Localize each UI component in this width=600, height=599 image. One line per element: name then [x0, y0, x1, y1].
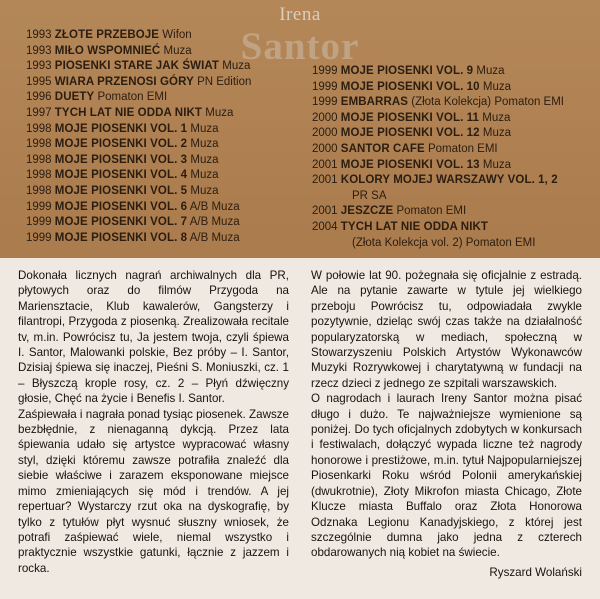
entry-label: Muza	[190, 184, 219, 197]
discography-entry	[312, 80, 594, 96]
discography-entry	[312, 111, 594, 127]
entry-label: Muza	[190, 138, 219, 151]
entry-album-title: MOJE PIOSENKI VOL. 11	[340, 111, 480, 124]
discography-entry	[26, 44, 316, 60]
entry-album-title: MOJE PIOSENKI VOL. 3	[54, 153, 188, 166]
discography	[0, 28, 600, 250]
entry-year: 1999	[26, 231, 52, 244]
entry-label: A/B Muza	[189, 231, 240, 244]
entry-year: 2001	[312, 174, 338, 187]
entry-album-title: DUETY	[54, 91, 95, 104]
entry-album-title: MOJE PIOSENKI VOL. 6	[54, 200, 188, 213]
entry-label: Muza	[482, 158, 511, 171]
biography-column-right	[311, 268, 582, 580]
entry-year: 1993	[26, 44, 52, 57]
entry-year: 2001	[312, 205, 338, 218]
discography-entry	[26, 59, 316, 75]
entry-label: Muza	[190, 122, 219, 135]
discography-entry	[26, 122, 316, 138]
entry-year: 1999	[26, 216, 52, 229]
paragraph: Dokonała licznych nagrań archiwalnych dla PR, płytowych oraz do filmów Przygoda na Mariensztacie, Klub kawalerów, Gangsterzy i filantropi, Przygoda z piosenką. Zrealizowała recitale tv, m.in. Powrócisz tu, Ja jestem twoja, czyli śpiewa I. Santor, Malowanki polskie, Bez próby – I. Santor, Dzisiaj śpiewa się inaczej, Pieśni S. Moniuszki, cz. 1 – Błyszczą krople rosy, cz. 2 – Płyń dźwięczny głosie, Chęć na życie i Benefis I. Santor.	[18, 269, 289, 406]
entry-album-title: JESZCZE	[340, 205, 394, 218]
entry-label: Muza	[482, 80, 511, 93]
entry-album-title: TYCH LAT NIE ODDA NIKT	[54, 106, 203, 119]
entry-year: 2000	[312, 142, 338, 155]
artist-first-name: Irena	[279, 4, 321, 25]
entry-year: 2000	[312, 127, 338, 140]
discography-entry	[26, 75, 316, 91]
entry-year: 2000	[312, 111, 338, 124]
discography-entry	[26, 231, 316, 247]
entry-label: Muza	[222, 60, 251, 73]
discography-entry	[26, 168, 316, 184]
entry-label: Pomaton EMI	[427, 142, 498, 155]
author-signature: Ryszard Wolański	[489, 565, 582, 579]
entry-label: (Złota Kolekcja) Pomaton EMI	[411, 96, 565, 109]
entry-label: Muza	[205, 106, 234, 119]
entry-label: Muza	[163, 44, 192, 57]
entry-album-title: MOJE PIOSENKI VOL. 9	[340, 65, 474, 77]
entry-album-title: MOJE PIOSENKI VOL. 5	[54, 184, 188, 197]
discography-entry	[26, 200, 316, 216]
entry-album-title: MOJE PIOSENKI VOL. 13	[340, 158, 480, 171]
paragraph: W połowie lat 90. pożegnała się oficjalnie z estradą. Ale na pytanie zawarte w tytule jej wielkiego przeboju Powrócisz tu, odpowiadała zwykle pozytywnie, dzieląc swój czas także na działalność popularyzatorską w mediach, społeczną w Stowarzyszeniu Polskich Artystów Wykonawców Muzyki Rozrywkowej i charytatywną w fundacji na rzecz dzieci z jednego ze szpitali warszawskich.	[311, 269, 582, 390]
entry-album-title: WIARA PRZENOSI GÓRY	[54, 75, 194, 88]
entry-album-title: MOJE PIOSENKI VOL. 1	[54, 122, 188, 135]
entry-year: 1999	[312, 96, 338, 109]
entry-label: Muza	[482, 111, 511, 124]
entry-album-title: MOJE PIOSENKI VOL. 7	[54, 216, 188, 229]
entry-year: 1998	[26, 153, 52, 166]
discography-entry	[26, 137, 316, 153]
entry-album-title: PIOSENKI STARE JAK ŚWIAT	[54, 60, 220, 73]
entry-label: A/B Muza	[189, 200, 240, 213]
entry-album-title: ZŁOTE PRZEBOJE	[54, 29, 160, 41]
entry-album-title: TYCH LAT NIE ODDA NIKT	[340, 220, 489, 233]
entry-label: Muza	[482, 127, 511, 140]
paragraph: O nagrodach i laurach Ireny Santor można pisać długo i dużo. Te najważniejsze wymienione są poniżej. Do tych oficjalnych zdobytych w konkursach i festiwalach, dołączyć wypada liczne też nagrody honorowe i prestiżowe, m.in. tytuł Najpopularniejszej Piosenkarki Roku wśród Polonii amerykańskiej (dwukrotnie), Złoty Mikrofon miasta Chicago, Złote Klucze miasta Buffalo oraz Złota Honorowa Odznaka Legionu Kanadyjskiego, z której jest szczególnie dumna jako jedna z czterech obdarowanych nią kobiet na świecie.	[311, 392, 582, 560]
entry-year: 2004	[312, 220, 338, 233]
discography-column-right	[312, 64, 594, 251]
entry-year: 1999	[312, 65, 338, 77]
entry-year: 1998	[26, 184, 52, 197]
entry-label-continuation: (Złota Kolekcja vol. 2) Pomaton EMI	[352, 236, 536, 249]
entry-year: 2001	[312, 158, 338, 171]
entry-year: 1998	[26, 169, 52, 182]
discography-entry	[312, 95, 594, 111]
entry-label: Wifon	[162, 29, 192, 41]
entry-album-title: MOJE PIOSENKI VOL. 2	[54, 138, 188, 151]
discography-entry	[26, 90, 316, 106]
discography-column-left	[26, 28, 316, 246]
entry-album-title: MOJE PIOSENKI VOL. 4	[54, 169, 188, 182]
entry-album-title: MOJE PIOSENKI VOL. 8	[54, 231, 188, 244]
entry-album-title: MIŁO WSPOMNIEĆ	[54, 44, 161, 57]
entry-album-title: EMBARRAS	[340, 96, 409, 109]
discography-entry	[312, 173, 594, 204]
entry-album-title: MOJE PIOSENKI VOL. 10	[340, 80, 480, 93]
entry-label: Pomaton EMI	[396, 205, 467, 218]
entry-album-title: SANTOR CAFE	[340, 142, 425, 155]
discography-entry	[26, 215, 316, 231]
discography-entry	[26, 153, 316, 169]
entry-year: 1998	[26, 138, 52, 151]
discography-entry	[312, 204, 594, 220]
entry-year: 1996	[26, 91, 52, 104]
entry-label: Muza	[476, 65, 505, 77]
paragraph: Zaśpiewała i nagrała ponad tysiąc piosenek. Zawsze bezbłędnie, z nienaganną dykcją. Przez lata śpiewania udało się artystce wypracować własny styl, dzięki któremu zawsze potrafiła znaleźć dla siebie właściwe i zarazem eksponowane miejsce mimo zmieniających się mód i trendów. A jej repertuar? Wystarczy rzut oka na dyskografię, by tylko z tytułów płyt wysnuć słuszny wniosek, że potrafi zaśpiewać wiele, niemal wszystko i praktycznie wszystkie gatunki, łącznie z jazzem i rocka.	[18, 407, 289, 575]
discography-entry	[312, 126, 594, 142]
entry-year: 1997	[26, 106, 52, 119]
entry-year: 1999	[312, 80, 338, 93]
entry-label: Muza	[190, 153, 219, 166]
discography-entry	[312, 158, 594, 174]
entry-year: 1999	[26, 200, 52, 213]
biography-panel	[0, 258, 600, 599]
entry-label: PN Edition	[197, 75, 252, 88]
entry-year: 1998	[26, 122, 52, 135]
entry-label: Muza	[190, 169, 219, 182]
entry-year: 1993	[26, 29, 52, 41]
artist-last-name: Santor	[240, 25, 360, 68]
discography-entry	[312, 220, 594, 251]
discography-entry	[26, 184, 316, 200]
entry-year: 1993	[26, 60, 52, 73]
entry-label-continuation: PR SA	[352, 189, 387, 202]
discography-entry	[312, 64, 594, 80]
entry-album-title: KOLORY MOJEJ WARSZAWY VOL. 1, 2	[340, 174, 558, 187]
discography-entry	[26, 106, 316, 122]
entry-year: 1995	[26, 75, 52, 88]
discography-entry	[312, 142, 594, 158]
discography-entry	[26, 28, 316, 44]
biography-column-left	[18, 268, 289, 580]
entry-label: A/B Muza	[189, 216, 240, 229]
entry-label: Pomaton EMI	[97, 91, 168, 104]
entry-album-title: MOJE PIOSENKI VOL. 12	[340, 127, 480, 140]
